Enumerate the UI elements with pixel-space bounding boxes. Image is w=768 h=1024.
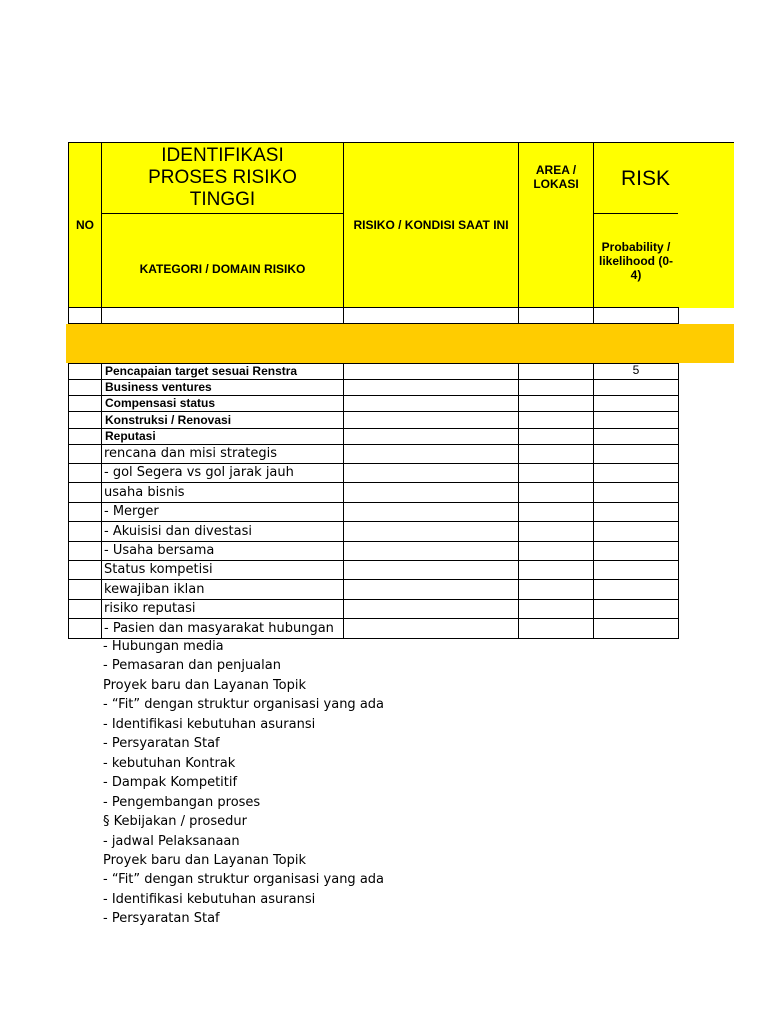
table-cell-category — [101, 379, 344, 396]
table-cell-area — [518, 599, 594, 619]
header-probability-label: Probability / likelihood (0-4) — [598, 239, 673, 282]
table-cell-probability — [593, 482, 679, 503]
probability-value: 5 — [632, 363, 640, 377]
risk-list-line: - Identifikasi kebutuhan asuransi — [103, 891, 316, 907]
empty-row-condition — [343, 307, 519, 324]
header-category — [101, 213, 344, 308]
table-cell-category — [101, 560, 344, 580]
table-cell-no — [68, 560, 102, 580]
table-cell-category — [101, 428, 344, 445]
table-cell-no — [68, 521, 102, 542]
table-cell-no — [68, 444, 102, 464]
table-cell-condition — [343, 395, 519, 412]
header-no-label: NO — [76, 218, 94, 232]
risk-list-line: - “Fit” dengan struktur organisasi yang ada — [103, 697, 385, 713]
table-cell-probability — [593, 579, 679, 600]
risk-item-label: Business ventures — [105, 380, 212, 394]
table-cell-area — [518, 579, 594, 600]
table-cell-no — [68, 482, 102, 503]
table-cell-no — [68, 379, 102, 396]
risk-list-line: - kebutuhan Kontrak — [103, 755, 236, 771]
table-cell-no — [68, 363, 102, 380]
table-cell-category — [101, 521, 344, 542]
risk-item-label: usaha bisnis — [104, 485, 185, 500]
risk-item-label: Reputasi — [105, 429, 156, 443]
header-area-label: AREA / LOKASI — [533, 163, 579, 191]
section-band — [66, 324, 734, 363]
risk-list-line: - Persyaratan Staf — [103, 911, 220, 927]
empty-row-probability — [593, 307, 679, 324]
table-cell-no — [68, 579, 102, 600]
header-probability — [593, 213, 679, 308]
risk-list-line: - Pemasaran dan penjualan — [103, 658, 281, 674]
table-cell-category — [101, 444, 344, 464]
table-cell-probability — [593, 502, 679, 522]
table-cell-probability — [593, 521, 679, 542]
table-cell-area — [518, 463, 594, 483]
table-cell-area — [518, 502, 594, 522]
table-cell-condition — [343, 444, 519, 464]
table-cell-category — [101, 363, 344, 380]
table-cell-no — [68, 411, 102, 429]
risk-item-label: kewajiban iklan — [104, 582, 205, 597]
table-cell-condition — [343, 618, 519, 639]
header-no — [68, 142, 102, 308]
header-condition-label: RISIKO / KONDISI SAAT INI — [353, 218, 509, 232]
header-risk — [593, 142, 734, 214]
header-condition — [343, 142, 519, 308]
header-title — [101, 142, 344, 214]
table-cell-probability — [593, 560, 679, 580]
table-cell-condition — [343, 560, 519, 580]
table-cell-condition — [343, 482, 519, 503]
table-cell-probability — [593, 428, 679, 445]
table-cell-condition — [343, 463, 519, 483]
risk-item-label: - Pasien dan masyarakat hubungan — [104, 621, 334, 636]
risk-list-line: - Persyaratan Staf — [103, 736, 220, 752]
table-cell-condition — [343, 541, 519, 561]
table-cell-no — [68, 428, 102, 445]
table-cell-area — [518, 560, 594, 580]
table-cell-no — [68, 541, 102, 561]
risk-item-label: - Usaha bersama — [104, 543, 215, 558]
table-cell-area — [518, 618, 594, 639]
table-cell-category — [101, 579, 344, 600]
risk-item-label: Konstruksi / Renovasi — [105, 413, 232, 427]
risk-item-label: risiko reputasi — [104, 601, 196, 616]
risk-list-line: - “Fit” dengan struktur organisasi yang ada — [103, 872, 385, 888]
risk-item-label: - Akuisisi dan divestasi — [104, 524, 252, 539]
risk-item-label: Pencapaian target sesuai Renstra — [105, 364, 298, 378]
table-cell-no — [68, 463, 102, 483]
table-cell-condition — [343, 599, 519, 619]
table-cell-category — [101, 618, 344, 639]
risk-item-label: rencana dan misi strategis — [104, 446, 278, 461]
table-cell-condition — [343, 379, 519, 396]
table-cell-condition — [343, 411, 519, 429]
table-cell-no — [68, 502, 102, 522]
risk-list-line: - Hubungan media — [103, 639, 224, 654]
table-cell-probability — [593, 618, 679, 639]
table-cell-condition — [343, 521, 519, 542]
table-cell-area — [518, 541, 594, 561]
table-cell-condition — [343, 363, 519, 380]
risk-list-line: - Identifikasi kebutuhan asuransi — [103, 716, 316, 732]
risk-list-line: Proyek baru dan Layanan Topik — [103, 677, 307, 693]
risk-list-line: - jadwal Pelaksanaan — [103, 833, 240, 849]
header-extension — [678, 213, 734, 308]
table-cell-category — [101, 502, 344, 522]
table-cell-area — [518, 395, 594, 412]
table-cell-probability — [593, 463, 679, 483]
risk-item-label: - Merger — [104, 504, 159, 519]
table-cell-area — [518, 482, 594, 503]
table-cell-category — [101, 599, 344, 619]
risk-item-label: Compensasi status — [105, 396, 216, 410]
risk-item-label: Status kompetisi — [104, 562, 213, 577]
table-cell-condition — [343, 428, 519, 445]
table-cell-area — [518, 411, 594, 429]
table-cell-area — [518, 379, 594, 396]
table-cell-category — [101, 411, 344, 429]
empty-row-category — [101, 307, 344, 324]
header-area — [518, 142, 594, 308]
header-title-text: IDENTIFIKASI PROSES RISIKO TINGGI — [148, 145, 297, 210]
table-cell-probability — [593, 379, 679, 396]
table-cell-no — [68, 599, 102, 619]
header-category-label: KATEGORI / DOMAIN RISIKO — [139, 261, 306, 276]
table-cell-condition — [343, 579, 519, 600]
risk-list-line: § Kebijakan / prosedur — [103, 814, 247, 830]
table-cell-category — [101, 395, 344, 412]
table-cell-probability — [593, 541, 679, 561]
empty-row-area — [518, 307, 594, 324]
risk-list-line: Proyek baru dan Layanan Topik — [103, 852, 307, 868]
table-cell-area — [518, 428, 594, 445]
risk-item-label: - gol Segera vs gol jarak jauh — [104, 465, 294, 480]
table-cell-category — [101, 541, 344, 561]
table-cell-probability — [593, 444, 679, 464]
table-cell-area — [518, 444, 594, 464]
table-cell-condition — [343, 502, 519, 522]
table-cell-probability — [593, 599, 679, 619]
risk-list-line: - Pengembangan proses — [103, 794, 261, 810]
table-cell-no — [68, 618, 102, 639]
table-cell-area — [518, 363, 594, 380]
table-cell-probability — [593, 395, 679, 412]
risk-list-line: - Dampak Kompetitif — [103, 775, 238, 791]
empty-row-no — [68, 307, 102, 324]
header-risk-label: RISK — [621, 166, 671, 190]
table-cell-category — [101, 482, 344, 503]
table-cell-area — [518, 521, 594, 542]
table-cell-no — [68, 395, 102, 412]
table-cell-category — [101, 463, 344, 483]
table-cell-probability — [593, 411, 679, 429]
table-cell-probability — [593, 363, 679, 380]
